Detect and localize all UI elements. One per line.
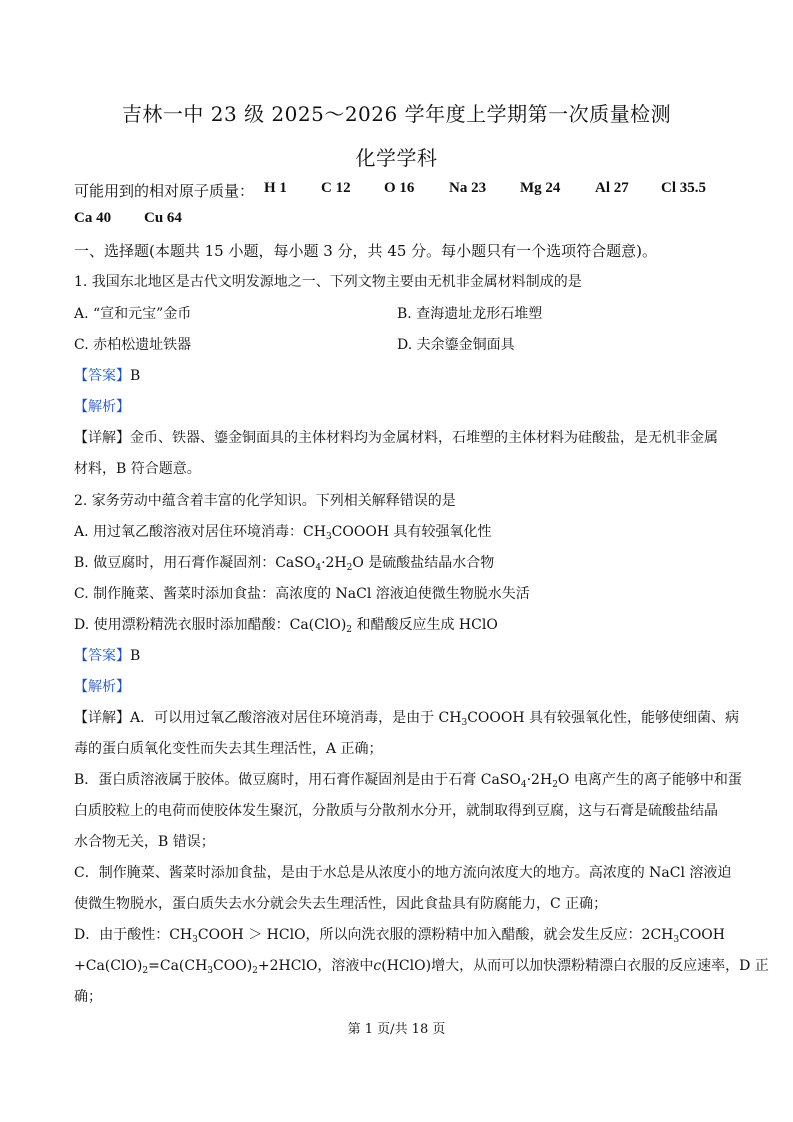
text: A．可以用过氧乙酸溶液对居住环境消毒，是由于 CH (130, 710, 462, 726)
answer-tag: 【答案】 (74, 648, 130, 664)
mass-c: C 12 (321, 180, 351, 196)
text: B. 做豆腐时，用石膏作凝固剂：CaSO (74, 555, 316, 571)
mass-mg: Mg 24 (520, 180, 561, 196)
subscript: 3 (461, 718, 468, 728)
detail-tag: 【详解】 (74, 430, 130, 446)
answer-value: B (130, 648, 141, 664)
subscript: 3 (673, 935, 680, 945)
q2-detail-a1 (74, 708, 739, 728)
text: B．蛋白质溶液属于胶体。做豆腐时，用石膏作凝固剂是由于石膏 CaSO (74, 772, 521, 788)
q2-detail-d1 (74, 925, 725, 945)
q2-option-d (74, 615, 498, 635)
exam-title (0, 98, 793, 127)
text: O 电离产生的离子能够中和蛋 (557, 772, 742, 788)
text: COOOH 具有较强氧化性，能够使细菌、病 (467, 710, 740, 726)
q1-detail-line2: 材料，B 符合题意。 (74, 461, 201, 477)
q2-detail-b2: 白质胶粒上的电荷而使胶体发生聚沉，分散质与分散剂水分开，就制取得到豆腐，这与石膏是硫酸盐结晶 (74, 803, 718, 819)
detail-text: 金币、铁器、鎏金铜面具的主体材料均为金属材料，石堆塑的主体材料为硅酸盐，是无机非金属 (130, 430, 718, 446)
subscript: 4 (520, 780, 527, 790)
q2-answer (74, 646, 140, 666)
subscript: 4 (315, 563, 322, 573)
q2-detail-a2: 毒的蛋白质氧化变性而失去其生理活性，A 正确； (74, 741, 383, 757)
q1-option-d: D. 夫余鎏金铜面具 (397, 337, 515, 353)
text: D. 使用漂粉精洗衣服时添加醋酸：Ca(ClO) (74, 617, 347, 633)
answer-tag: 【答案】 (74, 368, 130, 384)
q1-option-a: A. “宣和元宝”金币 (74, 306, 192, 322)
q1-detail-line1 (74, 428, 718, 448)
subscript: 3 (207, 966, 214, 976)
text: 和醋酸反应生成 HClO (352, 617, 498, 633)
text: COOH ＞ HClO，所以向洗衣服的漂粉精中加入醋酸，就会发生反应：2CH (197, 927, 674, 943)
q2-option-b (74, 553, 494, 573)
italic-text: c (373, 958, 382, 974)
q1-option-c: C. 赤柏松遗址铁器 (74, 337, 192, 353)
mass-na: Na 23 (449, 180, 487, 196)
subject-title (0, 142, 793, 171)
q2-detail-b3: 水合物无关，B 错误； (74, 834, 215, 850)
mass-cu: Cu 64 (144, 210, 182, 226)
exam-title-line1: 吉林一中 23 级 2025～2026 学年度上学期第一次质量检测 (121, 102, 672, 126)
q2-detail-b1 (74, 770, 742, 790)
answer-value: B (130, 368, 141, 384)
q1-option-b: B. 查海遗址龙形石堆塑 (397, 306, 543, 322)
q2-detail-c1: C．制作腌菜、酱菜时添加食盐，是由于水总是从浓度小的地方流向浓度大的地方。高浓度的 NaCl 溶液迫 (74, 865, 732, 881)
detail-tag: 【详解】 (74, 710, 130, 726)
q1-analysis-tag: 【解析】 (74, 399, 130, 415)
section-heading: 一、选择题(本题共 15 小题，每小题 3 分，共 45 分。每小题只有一个选项符合题意)。 (74, 242, 658, 260)
page-footer: 第 1 页/共 18 页 (347, 1022, 446, 1037)
q2-analysis-tag: 【解析】 (74, 679, 130, 695)
subscript: 2 (346, 563, 353, 573)
q2-detail-c2: 使微生物脱水，蛋白质失去水分就会失去生理活性，因此食盐具有防腐能力，C 正确； (74, 896, 608, 912)
mass-al: Al 27 (595, 180, 629, 196)
text: ·2H (321, 555, 347, 571)
text: +Ca(ClO) (74, 958, 143, 974)
q2-stem: 2. 家务劳动中蕴含着丰富的化学知识。下列相关解释错误的是 (74, 493, 456, 509)
subject-title-text: 化学学科 (355, 146, 438, 170)
q2-option-c: C. 制作腌菜、酱菜时添加食盐：高浓度的 NaCl 溶液迫使微生物脱水失活 (74, 586, 530, 602)
mass-ca: Ca 40 (74, 210, 112, 226)
q1-stem: 1. 我国东北地区是古代文明发源地之一、下列文物主要由无机非金属材料制成的是 (74, 274, 582, 290)
subscript: 3 (325, 532, 332, 542)
text: ·2H (526, 772, 553, 788)
q2-detail-d2 (74, 956, 769, 976)
mass-h: H 1 (264, 180, 287, 196)
text: (HClO)增大，从而可以加快漂粉精漂白衣服的反应速率，D 正 (381, 958, 769, 974)
text: O 是硫酸盐结晶水合物 (352, 555, 495, 571)
subscript: 2 (142, 966, 149, 976)
atomic-masses-lead: 可能用到的相对原子质量： (74, 182, 255, 200)
text: D．由于酸性：CH (74, 927, 193, 943)
subscript: 2 (552, 780, 558, 790)
q2-detail-d3: 确； (74, 989, 102, 1005)
text: A. 用过氧乙酸溶液对居住环境消毒：CH (74, 524, 326, 540)
subscript: 3 (192, 935, 198, 945)
mass-cl: Cl 35.5 (661, 180, 706, 196)
text: +2HClO，溶液中 (257, 958, 374, 974)
text: COO) (213, 958, 253, 974)
subscript: 2 (346, 625, 353, 635)
text: COOOH 具有较强氧化性 (331, 524, 492, 540)
text: =Ca(CH (148, 958, 208, 974)
mass-o: O 16 (384, 180, 415, 196)
subscript: 2 (252, 966, 258, 976)
q1-answer (74, 366, 140, 386)
q2-option-a (74, 522, 491, 542)
text: COOH (679, 927, 725, 943)
